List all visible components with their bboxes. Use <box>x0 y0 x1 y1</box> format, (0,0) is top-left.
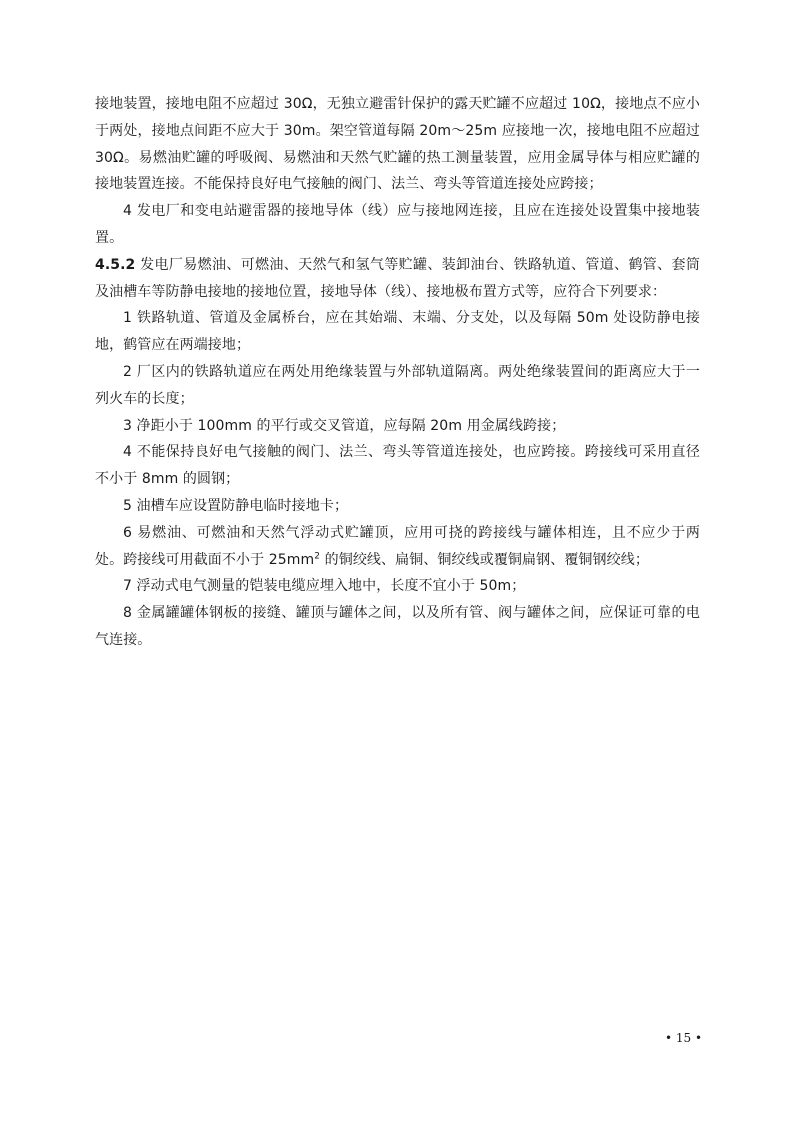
superscript: 2 <box>314 550 321 561</box>
paragraph-continued-grounding: 接地装置，接地电阻不应超过 30Ω，无独立避雷针保护的露天贮罐不应超过 10Ω，接地点不应小于两处，接地点间距不应大于 30m。架空管道每隔 20m～25m 应接地一次，接地电阻不应超过 30Ω。易燃油贮罐的呼吸阀、易燃油和天然气贮罐的热工测量装置，应用金属导体与相应贮罐的接地装置连接。不能保持良好电气接触的阀门、法兰、弯头等管道连接处应跨接； <box>95 96 700 193</box>
list-item-2: 2 厂区内的铁路轨道应在两处用绝缘装置与外部轨道隔离。两处绝缘装置间的距离应大于一列火车的长度； <box>95 363 700 407</box>
item-4-arrester-grounding: 4 发电厂和变电站避雷器的接地导体（线）应与接地网连接，且应在连接处设置集中接地装置。 <box>95 203 700 246</box>
list-item-1: 1 铁路轨道、管道及金属桥台，应在其始端、末端、分支处，以及每隔 50m 处设防静电接地，鹤管应在两端接地； <box>95 310 700 354</box>
page-number: • 15 • <box>665 1031 703 1045</box>
list-item-7: 7 浮动式电气测量的铠装电缆应埋入地中，长度不宜小于 50m； <box>123 578 526 595</box>
list-item-5: 5 油槽车应设置防静电临时接地卡； <box>123 497 349 514</box>
list-item-6-text-tail: 的铜绞线、扁铜、铜绞线或覆铜扁钢、覆铜钢绞线； <box>320 551 649 568</box>
clause-number: 4.5.2 <box>95 256 136 273</box>
list-item-3: 3 净距小于 100mm 的平行或交叉管道，应每隔 20m 用金属线跨接； <box>123 417 566 434</box>
list-item-8: 8 金属罐罐体钢板的接缝、罐顶与罐体之间，以及所有管、阀与罐体之间，应保证可靠的电气连接。 <box>95 605 700 648</box>
list-item-6-text: 6 易燃油、可燃油和天然气浮动式贮罐顶，应用可挠的跨接线与罐体相连，且不应少于两处。跨接线可用截面不小于 25mm <box>95 524 700 568</box>
clause-text: 发电厂易燃油、可燃油、天然气和氢气等贮罐、装卸油台、铁路轨道、管道、鹤管、套筒及油槽车等防静电接地的接地位置，接地导体（线）、接地极布置方式等，应符合下列要求： <box>95 256 700 300</box>
list-item-6 <box>95 520 700 574</box>
clause-4-5-2 <box>95 252 700 306</box>
document-body <box>95 91 700 654</box>
list-item-4: 4 不能保持良好电气接触的阀门、法兰、弯头等管道连接处，也应跨接。跨接线可采用直径不小于 8mm 的圆钢； <box>95 444 700 488</box>
